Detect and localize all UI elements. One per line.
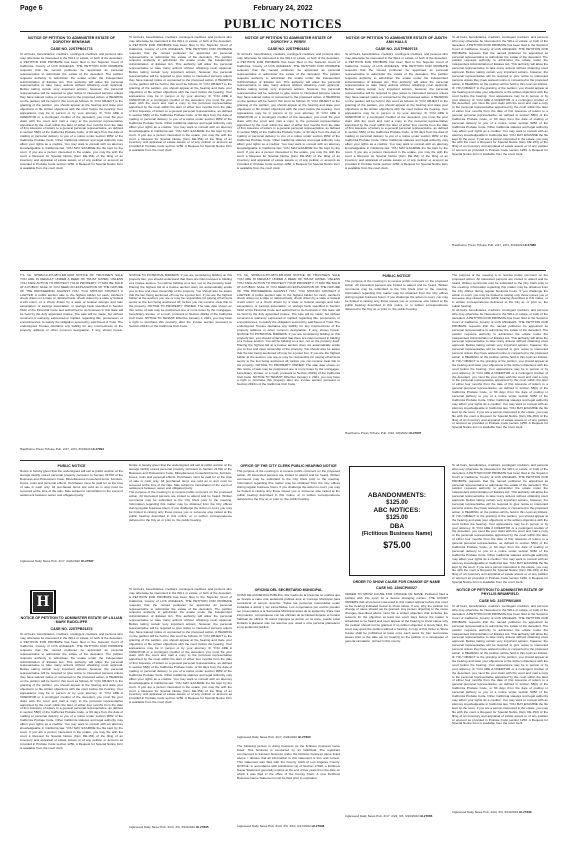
notice-column-5c xyxy=(452,463,548,585)
notice-case: CASE NO. 22STPB01773 xyxy=(50,46,93,51)
section-title: PUBLIC NOTICES xyxy=(20,16,546,32)
lien-sale-list xyxy=(129,464,232,582)
notice-body: To all heirs, beneficiaries, creditors, contingent creditors, and persons who may otherwise be interested in the WILL or estate, or both of the decedent. A PETITION FOR PROBATE has been filed in the Superior Court of California, County of LOS ANGELES. THE PETITION FOR PROBATE requests that the named petitioner be appointed as personal representative to administer the estate of the decedent. The petition requests authority to administer the estate under the Independent Administration of Estates Act. This authority will allow the personal representative to take many actions without obtaining court approval. Before taking certain very important actions, however, the personal representative will be required to give notice to interested persons unless they have waived notice or consented to the proposed action. A HEARING on the petition will be held in this court as follows. IF YOU OBJECT to the granting of the petition, you should appear at the hearing and state your objections or file written objections with the court before the hearing. Your appearance may be in person or by your attorney. IF YOU ARE A CREDITOR or a contingent creditor of the decedent, you must file your claim with the court and mail a copy to the personal representative appointed by the court within the later of either four months from the date of first issuance of letters to a general personal representative, as defined in section 58(b) of the California Probate Code, or 60 days from the date of mailing or personal delivery to you of a notice under section 9052 of the California Probate Code. Other California statutes and legal authority may affect your rights as a creditor. You may want to consult with an attorney knowledgeable in California law. YOU MAY EXAMINE the file kept by the court. If you are a person interested in the estate, you may file with the court a Request for Special Notice (form DE-154) of the filing of an inventory and appraisal of estate assets or of any petition or account as provided in Probate Code section 1250. A Request for Special Notice form is available from the court clerk. xyxy=(129,35,232,153)
notice-body: Notice is hereby given that the undersigned will sell at public auction at the storage facility stored personal property pursuant to Section 21700 of the Business and Professions Code. Miscellaneous household items, furniture, boxes, tools and personal effects. Purchases must be paid for at the time of sale in cash only. All purchased items are sold as is and must be removed at the time of the sale. Sale subject to cancellation in the event of settlement between owner and obligated party. xyxy=(129,463,232,491)
rates-advertisement: ABANDONMENTS: $125.00 ABC NOTICES: $125.00 DBA (Fictitious Business Name) $75.00 xyxy=(349,466,445,576)
notice-body: The purpose of the meeting is to receive public comment on the proposed action. All interested persons are invited to attend and be heard. Written comments may be submitted to the City Clerk prior to the meeting. Information regarding this matter may be obtained from the City offices during regular business hours. If you challenge the action in court, you may be limited to raising only those issues you or someone else raised at the public hearing described in this notice, or in written correspondence delivered to the City at, or prior to, the public hearing. xyxy=(452,273,548,309)
notice-body: To all heirs, beneficiaries, creditors, contingent creditors, and persons who may otherwise be interested in the WILL or estate, or both of the decedent. A PETITION FOR PROBATE has been filed in the Superior Court of California, County of LOS ANGELES. THE PETITION FOR PROBATE requests that the named petitioner be appointed as personal representative to administer the estate of the decedent. The petition requests authority to administer the estate under the Independent Administration of Estates Act. This authority will allow the personal representative to take many actions without obtaining court approval. Before taking certain very important actions, however, the personal representative will be required to give notice to interested persons unless they have waived notice or consented to the proposed action. A HEARING on the petition will be held in this court as follows. IF YOU OBJECT to the granting of the petition, you should appear at the hearing and state your objections or file written objections with the court before the hearing. Your appearance may be in person or by your attorney. IF YOU ARE A CREDITOR or a contingent creditor of the decedent, you must file your claim with the court and mail a copy to the personal representative appointed by the court within the later of either four months from the date of first issuance of letters to a general personal representative, as defined in section 58(b) of the California Probate Code, or 60 days from the date of mailing or personal delivery to you of a notice under section 9052 of the California Probate Code. Other California statutes and legal authority may affect your rights as a creditor. You may want to consult with an attorney knowledgeable in California law. YOU MAY EXAMINE the file kept by the court. If you are a person interested in the estate, you may file with the court a Request for Special Notice (form DE-154) of the filing of an inventory and appraisal of estate assets or of any petition or account as provided in Probate Code section 1250. A Request for Special Notice form is available from the court clerk. xyxy=(452,35,548,157)
notice-body: T.S. No. SHSB-CA-PV-4874-DR-0003 NOTICE OF TRUSTEE'S SALE YOU ARE IN DEFAULT UNDER A DEED OF TRUST DATED. UNLESS YOU TAKE ACTION TO PROTECT YOUR PROPERTY, IT MAY BE SOLD AT A PUBLIC SALE. IF YOU NEED AN EXPLANATION OF THE NATURE OF THE PROCEEDING AGAINST YOU, YOU SHOULD CONTACT A LAWYER. A public auction sale to the highest bidder for cash, cashier's check drawn on a state or national bank, check drawn by a state or federal credit union, or a check drawn by a state or federal savings and loan association, or savings association, or savings bank specified in Section 5102 of the Financial Code and authorized to do business in this state will be held by the duly appointed trustee. The sale will be made, but without covenant or warranty, expressed or implied, regarding title, possession, or encumbrances, to satisfy the obligation secured by said Deed of Trust. The undersigned Trustee disclaims any liability for any incorrectness of the property address or other common designation, if any, shown herein. NOTICE TO POTENTIAL BIDDERS: If you are considering bidding on this property lien, you should understand that there are risks involved in bidding at a trustee auction. You will be bidding on a lien, not on the property itself. Placing the highest bid at a trustee auction does not automatically entitle you to free and clear ownership of the property. You should also be aware that the lien being auctioned off may be a junior lien. If you are the highest bidder at the auction, you are or may be responsible for paying off all liens senior to the lien being auctioned off, before you can receive clear title to the property. NOTICE TO PROPERTY OWNER: The sale date shown on this notice of sale may be postponed one or more times by the mortgagee, beneficiary, trustee, or a court, pursuant to Section 2924g of the California Civil Code. NOTICE TO TENANT: Effective January 1, 2021, you may have a right to purchase this property after the trustee auction pursuant to Section 2924m of the California Civil Code. xyxy=(237,273,340,387)
lien-sale-notice xyxy=(20,464,123,582)
notice-body: The purpose of the meeting is to receive public comment on the proposed action. All interested persons are invited to attend and be heard. Written comments may be submitted to the City Clerk prior to the meeting. Information regarding this matter may be obtained from the City offices during regular business hours. If you challenge the action in court, you may be limited to raising only those issues you or someone else raised at the public hearing described in this notice, or in written correspondence delivered to the City at, or prior to, the public hearing. xyxy=(345,279,448,311)
publication-line: Hawthorne Press Tribune Pub. 2/17, 2/24, 3/3/2022 HI-27891 xyxy=(20,447,105,451)
notice-title: NOTICE OF PETITION TO ADMINISTER ESTATE OF LILLIAN MARY RADCLIFFE xyxy=(20,616,123,625)
notice-case: CASE NO. 22STPB01860 xyxy=(479,598,521,603)
notice-case: CASE NO. 22INCP00027 xyxy=(376,586,417,591)
notice-body: To all heirs, beneficiaries, creditors, contingent creditors, and persons who may otherwise be interested in the WILL or estate, or both of the decedent. A PETITION FOR PROBATE has been filed in the Superior Court of California, County of LOS ANGELES. THE PETITION FOR PROBATE requests that the named petitioner be appointed as personal representative to administer the estate of the decedent. The petition requests authority to administer the estate under the Independent Administration of Estates Act. This authority will allow the personal representative to take many actions without obtaining court approval. Before taking certain very important actions, however, the personal representative will be required to give notice to interested persons unless they have waived notice or consented to the proposed action. A HEARING on the petition will be held in this court as follows. IF YOU OBJECT to the granting of the petition, you should appear at the hearing and state your objections or file written objections with the court before the hearing. Your appearance may be in person or by your attorney. IF YOU ARE A CREDITOR or a contingent creditor of the decedent, you must file your claim with the court and mail a copy to the personal representative appointed by the court within the later of either four months from the date of first issuance of letters to a general personal representative, as defined in section 58(b) of the California Probate Code, or 60 days from the date of mailing or personal delivery to you of a notice under section 9052 of the California Probate Code. Other California statutes and legal authority may affect your rights as a creditor. You may want to consult with an attorney knowledgeable in California law. YOU MAY EXAMINE the file kept by the court. If you are a person interested in the estate, you may file with the court a Request for Special Notice (form DE-154) of the filing of an inventory and appraisal of estate assets or of any petition or account as provided in Probate Code section 1250. A Request for Special Notice form is available from the court clerk. xyxy=(129,587,232,705)
section-divider xyxy=(20,270,546,271)
publication-line: Hawthorne Press Tribune Pub. 2/17, 2/24, 3/3/2022 HI-27880 xyxy=(452,243,537,247)
notice-case: CASE NO. 22STPB01822 xyxy=(267,46,310,51)
publication-line: Inglewood Daily News Pub. 2/17, 2/24, 3/3, 3/10/2022 HI-27886 xyxy=(345,813,433,818)
notice-body: To all heirs, beneficiaries, creditors, contingent creditors, and persons who may otherwise be interested in the WILL or estate, or both of the decedent. A PETITION FOR PROBATE has been filed in the Superior Court of California, County of LOS ANGELES. THE PETITION FOR PROBATE requests that the named petitioner be appointed as personal representative to administer the estate of the decedent. The petition requests authority to administer the estate under the Independent Administration of Estates Act. This authority will allow the personal representative to take many actions without obtaining court approval. Before taking certain very important actions, however, the personal representative will be required to give notice to interested persons unless they have waived notice or consented to the proposed action. A HEARING on the petition will be held in this court as follows. IF YOU OBJECT to the granting of the petition, you should appear at the hearing and state your objections or file written objections with the court before the hearing. Your appearance may be in person or by your attorney. IF YOU ARE A CREDITOR or a contingent creditor of the decedent, you must file your claim with the court and mail a copy to the personal representative appointed by the court within the later of either four months from the date of first issuance of letters to a general personal representative, as defined in section 58(b) of the California Probate Code, or 60 days from the date of mailing or personal delivery to you of a notice under section 9052 of the California Probate Code. Other California statutes and legal authority may affect your rights as a creditor. You may want to consult with an attorney knowledgeable in California law. YOU MAY EXAMINE the file kept by the court. If you are a person interested in the estate, you may file with the court a Request for Special Notice (form DE-154) of the filing of an inventory and appraisal of estate assets or of any petition or account as provided in Probate Code section 1250. A Request for Special Notice form is available from the court clerk. xyxy=(345,52,448,170)
page-number: Page 6 xyxy=(20,5,43,12)
notice-title: OFICINA DEL SECRETARIO MUNICIPAL xyxy=(254,588,323,592)
notice-body: To all heirs, beneficiaries, creditors, contingent creditors, and persons who may otherwise be interested in the WILL or estate, or both of the decedent. A PETITION FOR PROBATE has been filed in the Superior Court of California, County of LOS ANGELES. THE PETITION FOR PROBATE requests that the named petitioner be appointed as personal representative to administer the estate of the decedent. The petition requests authority to administer the estate under the Independent Administration of Estates Act. This authority will allow the personal representative to take many actions without obtaining court approval. Before taking certain very important actions, however, the personal representative will be required to give notice to interested persons unless they have waived notice or consented to the proposed action. A HEARING on the petition will be held in this court as follows. IF YOU OBJECT to the granting of the petition, you should appear at the hearing and state your objections or file written objections with the court before the hearing. Your appearance may be in person or by your attorney. IF YOU ARE A CREDITOR or a contingent creditor of the decedent, you must file your claim with the court and mail a copy to the personal representative appointed by the court within the later of either four months from the date of first issuance of letters to a general personal representative, as defined in section 58(b) of the California Probate Code, or 60 days from the date of mailing or personal delivery to you of a notice under section 9052 of the California Probate Code. Other California statutes and legal authority may affect your rights as a creditor. You may want to consult with an attorney knowledgeable in California law. YOU MAY EXAMINE the file kept by the court. If you are a person interested in the estate, you may file with the court a Request for Special Notice (form DE-154) of the filing of an inventory and appraisal of estate assets or of any petition or account as provided in Probate Code section 1250. A Request for Special Notice form is available from the court clerk. xyxy=(452,463,548,585)
notice-column-3 xyxy=(237,36,340,268)
notice-body: Notice is hereby given that the undersigned will sell at public auction at the storage facility stored personal property pursuant to Section 21700 of the Business and Professions Code. Miscellaneous household items, furniture, boxes, tools and personal effects. Purchases must be paid for at the time of sale in cash only. All purchased items are sold as is and must be removed at the time of the sale. Sale subject to cancellation in the event of settlement between owner and obligated party. xyxy=(20,469,123,497)
notice-column-1 xyxy=(20,36,123,268)
notice-title: OFFICE OF THE CITY CLERK PUBLIC HEARING NOTICE xyxy=(240,464,337,468)
notice-title: PUBLIC NOTICE xyxy=(57,464,86,468)
notice-id: HI-27880 xyxy=(523,243,537,247)
publication-line: Inglewood Daily News Pub. 2/17, 2/24/2022 HI-27887 xyxy=(20,559,94,564)
radcliffe-notice-cont xyxy=(129,588,232,842)
notice-body: The purpose of the meeting is to receive public comment on the proposed action. All interested persons are invited to attend and be heard. Written comments may be submitted to the City Clerk prior to the meeting. Information regarding this matter may be obtained from the City offices during regular business hours. If you challenge the action in court, you may be limited to raising only those issues you or someone else raised at the public hearing described in this notice, or in written correspondence delivered to the City at, or prior to, the public hearing. xyxy=(237,469,340,501)
notice-body: The purpose of the meeting is to receive public comment on the proposed action. All interested persons are invited to attend and be heard. Written comments may be submitted to the City Clerk prior to the meeting. Information regarding this matter may be obtained from the City offices during regular business hours. If you challenge the action in court, you may be limited to raising only those issues you or someone else raised at the public hearing described in this notice, or in written correspondence delivered to the City at, or prior to, the public hearing. xyxy=(129,490,232,522)
notice-body: To all heirs, beneficiaries, creditors, contingent creditors, and persons who may otherwise be interested in the WILL or estate, or both of the decedent. A PETITION FOR PROBATE has been filed in the Superior Court of California, County of LOS ANGELES. THE PETITION FOR PROBATE requests that the named petitioner be appointed as personal representative to administer the estate of the decedent. The petition requests authority to administer the estate under the Independent Administration of Estates Act. This authority will allow the personal representative to take many actions without obtaining court approval. Before taking certain very important actions, however, the personal representative will be required to give notice to interested persons unless they have waived notice or consented to the proposed action. A HEARING on the petition will be held in this court as follows. IF YOU OBJECT to the granting of the petition, you should appear at the hearing and state your objections or file written objections with the court before the hearing. Your appearance may be in person or by your attorney. IF YOU ARE A CREDITOR or a contingent creditor of the decedent, you must file your claim with the court and mail a copy to the personal representative appointed by the court within the later of either four months from the date of first issuance of letters to a general personal representative, as defined in section 58(b) of the California Probate Code, or 60 days from the date of mailing or personal delivery to you of a notice under section 9052 of the California Probate Code. Other California statutes and legal authority may affect your rights as a creditor. You may want to consult with an attorney knowledgeable in California law. YOU MAY EXAMINE the file kept by the court. If you are a person interested in the estate, you may file with the court a Request for Special Notice (form DE-154) of the filing of an inventory and appraisal of estate assets or of any petition or account as provided in Probate Code section 1250. A Request for Special Notice form is available from the court clerk. xyxy=(237,52,340,170)
publication-line: Inglewood Daily News Pub. 2/24, 3/3, 3/10/2022 HI-27896 xyxy=(452,810,532,815)
oficina-notice xyxy=(237,588,340,842)
radcliffe-notice xyxy=(20,616,123,842)
notice-title: ORDER TO SHOW CAUSE FOR CHANGE OF NAME xyxy=(352,580,441,584)
newspaper-logo: H xyxy=(30,590,56,614)
notice-title: PUBLIC NOTICE xyxy=(382,274,411,278)
notice-body: To all heirs, beneficiaries, creditors, contingent creditors, and persons who may otherwise be interested in the WILL or estate, or both of the decedent. A PETITION FOR PROBATE has been filed in the Superior Court of California, County of LOS ANGELES. THE PETITION FOR PROBATE requests that the named petitioner be appointed as personal representative to administer the estate of the decedent. The petition requests authority to administer the estate under the Independent Administration of Estates Act. This authority will allow the personal representative to take many actions without obtaining court approval. Before taking certain very important actions, however, the personal representative will be required to give notice to interested persons unless they have waived notice or consented to the proposed action. A HEARING on the petition will be held in this court as follows. IF YOU OBJECT to the granting of the petition, you should appear at the hearing and state your objections or file written objections with the court before the hearing. Your appearance may be in person or by your attorney. IF YOU ARE A CREDITOR or a contingent creditor of the decedent, you must file your claim with the court and mail a copy to the personal representative appointed by the court within the later of either four months from the date of first issuance of letters to a general personal representative, as defined in section 58(b) of the California Probate Code, or 60 days from the date of mailing or personal delivery to you of a notice under section 9052 of the California Probate Code. Other California statutes and legal authority may affect your rights as a creditor. You may want to consult with an attorney knowledgeable in California law. YOU MAY EXAMINE the file kept by the court. If you are a person interested in the estate, you may file with the court a Request for Special Notice (form DE-154) of the filing of an inventory and appraisal of estate assets or of any petition or account as provided in Probate Code section 1250. A Request for Special Notice form is available from the court clerk. xyxy=(20,632,123,750)
notice-column-5b xyxy=(452,274,548,456)
dba-notice-body: The following person is doing business as the fictitious business name listed. This business is conducted by an individual. The registrant commenced to transact business under the fictitious business name listed above. I declare that all information in this statement is true and correct. This statement was filed with the County Clerk of Los Angeles County. NOTICE: In accordance with subdivision (a) of Section 17920, a Fictitious Name Statement generally expires at the end of five years from the date on which it was filed in the office of the County Clerk. A new Fictitious Business Name Statement must be filed prior to expiration. xyxy=(237,744,341,780)
notice-column-4 xyxy=(345,36,448,268)
notice-title: NOTICE OF PETITION TO ADMINISTER ESTATE OF JUDITH ANN HALLS xyxy=(346,36,447,45)
notice-body: To all heirs, beneficiaries, creditors, contingent creditors, and persons who may otherwise be interested in the WILL or estate, or both of the decedent. A PETITION FOR PROBATE has been filed in the Superior Court of California, County of LOS ANGELES. THE PETITION FOR PROBATE requests that the named petitioner be appointed as personal representative to administer the estate of the decedent. The petition requests authority to administer the estate under the Independent Administration of Estates Act. This authority will allow the personal representative to take many actions without obtaining court approval. Before taking certain very important actions, however, the personal representative will be required to give notice to interested persons unless they have waived notice or consented to the proposed action. A HEARING on the petition will be held in this court as follows. IF YOU OBJECT to the granting of the petition, you should appear at the hearing and state your objections or file written objections with the court before the hearing. Your appearance may be in person or by your attorney. IF YOU ARE A CREDITOR or a contingent creditor of the decedent, you must file your claim with the court and mail a copy to the personal representative appointed by the court within the later of either four months from the date of first issuance of letters to a general personal representative, as defined in section 58(b) of the California Probate Code, or 60 days from the date of mailing or personal delivery to you of a notice under section 9052 of the California Probate Code. Other California statutes and legal authority may affect your rights as a creditor. You may want to consult with an attorney knowledgeable in California law. YOU MAY EXAMINE the file kept by the court. If you are a person interested in the estate, you may file with the court a Request for Special Notice (form DE-154) of the filing of an inventory and appraisal of estate assets or of any petition or account as provided in Probate Code section 1250. A Request for Special Notice form is available from the court clerk. xyxy=(452,308,548,430)
notice-column-5 xyxy=(452,36,548,268)
notice-title: NOTICE OF PETITION TO ADMINISTER ESTATE OF DOROTHY BENSHAW xyxy=(28,36,115,45)
publication-line: Inglewood Daily News Pub. 2/17, 2/24/2022 HI-27890 xyxy=(237,735,311,740)
public-notice xyxy=(345,274,448,456)
publication-line: Inglewood Daily News Pub. 2/24, 3/3, 3/10/2022 HI-27895 xyxy=(129,825,209,829)
publication-line: Inglewood Daily News Pub. 2/24, 3/3, 3/10, 3/17/2022 HI-27898 xyxy=(237,824,325,829)
notice-column-3b xyxy=(237,274,340,456)
page-header xyxy=(20,5,546,15)
issue-date: February 24, 2022 xyxy=(253,5,313,12)
publication-line: Hawthorne Press Tribune Pub. 2/24, 3/3/2022 HI-27897 xyxy=(345,431,422,436)
city-clerk-notice xyxy=(237,464,340,582)
notice-body: To all heirs, beneficiaries, creditors, contingent creditors, and persons who may otherwise be interested in the WILL or estate, or both of the decedent. A PETITION FOR PROBATE has been filed in the Superior Court of California, County of LOS ANGELES. THE PETITION FOR PROBATE requests that the named petitioner be appointed as personal representative to administer the estate of the decedent. The petition requests authority to administer the estate under the Independent Administration of Estates Act. This authority will allow the personal representative to take many actions without obtaining court approval. Before taking certain very important actions, however, the personal representative will be required to give notice to interested persons unless they have waived notice or consented to the proposed action. A HEARING on the petition will be held in this court as follows. IF YOU OBJECT to the granting of the petition, you should appear at the hearing and state your objections or file written objections with the court before the hearing. Your appearance may be in person or by your attorney. IF YOU ARE A CREDITOR or a contingent creditor of the decedent, you must file your claim with the court and mail a copy to the personal representative appointed by the court within the later of either four months from the date of first issuance of letters to a general personal representative, as defined in section 58(b) of the California Probate Code, or 60 days from the date of mailing or personal delivery to you of a notice under section 9052 of the California Probate Code. Other California statutes and legal authority may affect your rights as a creditor. You may want to consult with an attorney knowledgeable in California law. YOU MAY EXAMINE the file kept by the court. If you are a person interested in the estate, you may file with the court a Request for Special Notice (form DE-154) of the filing of an inventory and appraisal of estate assets or of any petition or account as provided in Probate Code section 1250. A Request for Special Notice form is available from the court clerk. xyxy=(20,52,123,170)
notice-body: T.S. No. SHSB-CA-PV-4874-DR-0003 NOTICE OF TRUSTEE'S SALE YOU ARE IN DEFAULT UNDER A DEED OF TRUST DATED. UNLESS YOU TAKE ACTION TO PROTECT YOUR PROPERTY, IT MAY BE SOLD AT A PUBLIC SALE. IF YOU NEED AN EXPLANATION OF THE NATURE OF THE PROCEEDING AGAINST YOU, YOU SHOULD CONTACT A LAWYER. A public auction sale to the highest bidder for cash, cashier's check drawn on a state or national bank, check drawn by a state or federal credit union, or a check drawn by a state or federal savings and loan association, or savings association, or savings bank specified in Section 5102 of the Financial Code and authorized to do business in this state will be held by the duly appointed trustee. The sale will be made, but without covenant or warranty, expressed or implied, regarding title, possession, or encumbrances, to satisfy the obligation secured by said Deed of Trust. The undersigned Trustee disclaims any liability for any incorrectness of the property address or other common designation, if any, shown herein. NOTICE TO POTENTIAL BIDDERS: If you are considering bidding on this property lien, you should understand that there are risks involved in bidding at a trustee auction. You will be bidding on a lien, not on the property itself. Placing the highest bid at a trustee auction does not automatically entitle you to free and clear ownership of the property. You should also be aware that the lien being auctioned off may be a junior lien. If you are the highest bidder at the auction, you are or may be responsible for paying off all liens senior to the lien being auctioned off, before you can receive clear title to the property. NOTICE TO PROPERTY OWNER: The sale date shown on this notice of sale may be postponed one or more times by the mortgagee, beneficiary, trustee, or a court, pursuant to Section 2924g of the California Civil Code. NOTICE TO TENANT: Effective January 1, 2021, you may have a right to purchase this property after the trustee auction pursuant to Section 2924m of the California Civil Code. xyxy=(20,273,232,332)
brumfield-notice xyxy=(452,588,548,842)
notice-column-2 xyxy=(129,36,232,268)
notice-body: To all heirs, beneficiaries, creditors, contingent creditors, and persons who may otherwise be interested in the WILL or estate, or both of the decedent. A PETITION FOR PROBATE has been filed in the Superior Court of California, County of LOS ANGELES. THE PETITION FOR PROBATE requests that the named petitioner be appointed as personal representative to administer the estate of the decedent. The petition requests authority to administer the estate under the Independent Administration of Estates Act. This authority will allow the personal representative to take many actions without obtaining court approval. Before taking certain very important actions, however, the personal representative will be required to give notice to interested persons unless they have waived notice or consented to the proposed action. A HEARING on the petition will be held in this court as follows. IF YOU OBJECT to the granting of the petition, you should appear at the hearing and state your objections or file written objections with the court before the hearing. Your appearance may be in person or by your attorney. IF YOU ARE A CREDITOR or a contingent creditor of the decedent, you must file your claim with the court and mail a copy to the personal representative appointed by the court within the later of either four months from the date of first issuance of letters to a general personal representative, as defined in section 58(b) of the California Probate Code, or 60 days from the date of mailing or personal delivery to you of a notice under section 9052 of the California Probate Code. Other California statutes and legal authority may affect your rights as a creditor. You may want to consult with an attorney knowledgeable in California law. YOU MAY EXAMINE the file kept by the court. If you are a person interested in the estate, you may file with the court a Request for Special Notice (form DE-154) of the filing of an inventory and appraisal of estate assets or of any petition or account as provided in Probate Code section 1250. A Request for Special Notice form is available from the court clerk. xyxy=(452,604,548,726)
trustee-sale-notice xyxy=(20,274,232,456)
name-change-notice xyxy=(345,580,448,842)
notice-title: NOTICE OF PETITION TO ADMINISTER ESTATE OF DOROTHY J. PERRY xyxy=(245,36,332,45)
notice-body: ORDER TO SHOW CAUSE FOR CHANGE OF NAME. Petitioner filed a petition with this court for a decree changing names. THE COURT ORDERS that all persons interested in this matter appear before this court at the hearing indicated below to show cause, if any, why the petition for change of name should not be granted. Any person objecting to the name changes described above must file a written objection that includes the reasons for the objection at least two court days before the matter is scheduled to be heard and must appear at the hearing to show cause why the petition should not be granted. If no written objection is timely filed, the court may grant the petition without a hearing. A copy of this Order to Show Cause shall be published at least once each week for four successive weeks prior to the date set for hearing on the petition in a newspaper of general circulation, printed in this county. xyxy=(345,591,448,643)
notice-body: AVISO DE AUDIENCIA PUBLICA. Por medio de la presente se notifica que se llevara a cabo una audiencia publica ante el Concejo Municipal para considerar el asunto descrito. Todas las personas interesadas estan invitadas a asistir y ser escuchadas. Los comentarios por escrito pueden ser presentados a la Secretaria Municipal antes de la audiencia. Para mas informacion, comuniquese con las oficinas de la Ciudad durante el horario habitual de oficina. Si usted impugna la accion en la corte, puede estar limitado a plantear solo los asuntos que usted u otra persona plantearon en la audiencia publica. xyxy=(237,593,340,629)
notice-case: CASE NO. 21STPB09715 xyxy=(375,46,418,51)
notice-title: NOTICE OF PETITION TO ADMINISTER ESTATE OF PHYLLIS BRUMFIELD xyxy=(456,588,544,597)
section-divider xyxy=(20,460,223,461)
notice-case: CASE NO. 22STPB01873 xyxy=(50,626,93,631)
